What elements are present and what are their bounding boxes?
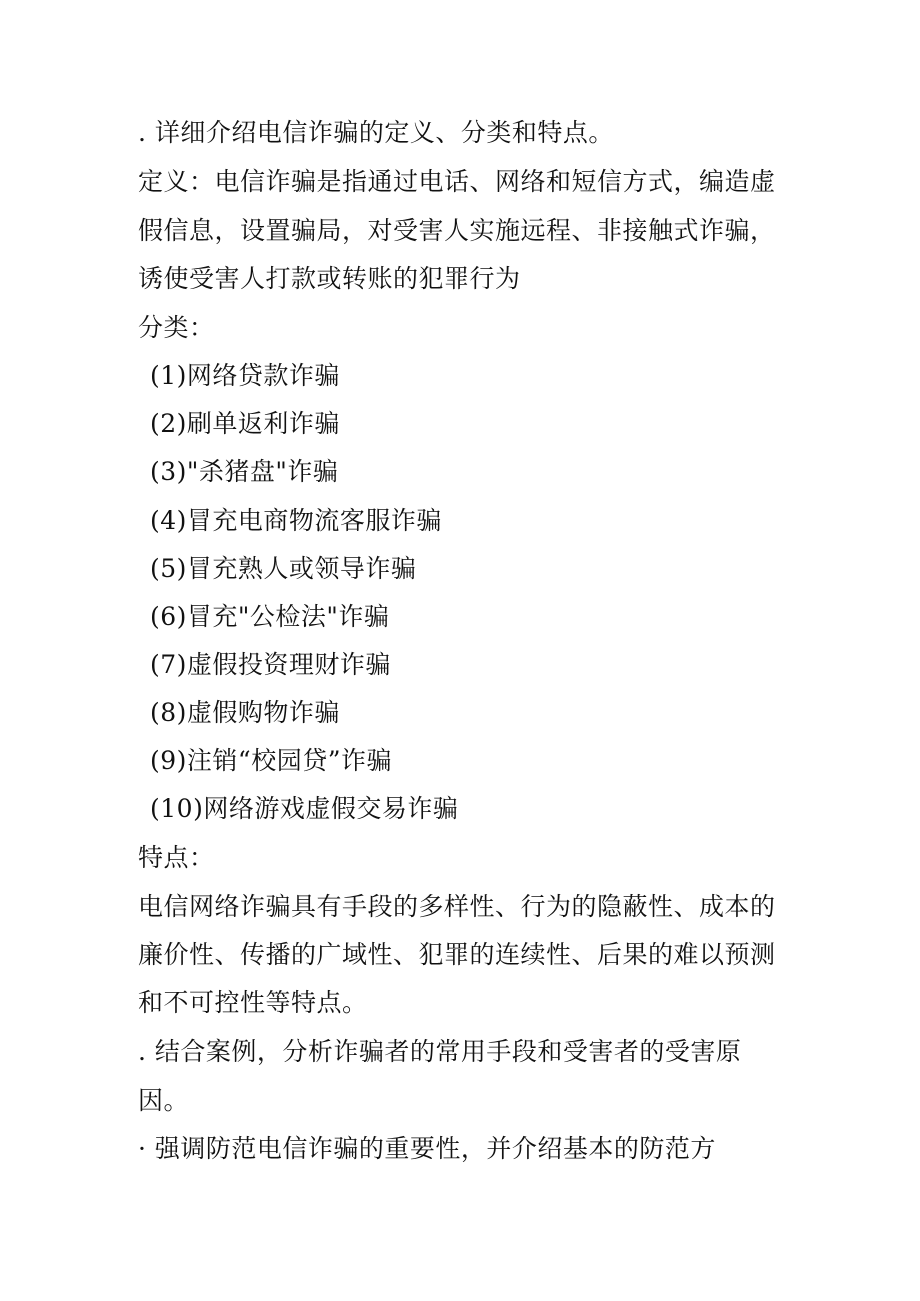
case-analysis-line-1: . 结合案例，分析诈骗者的常用手段和受害者的受害原: [138, 1037, 742, 1066]
category-item: (2)刷单返利诈骗: [150, 409, 340, 438]
definition-line-1: 定义：电信诈骗是指通过电话、网络和短信方式，编造虚: [138, 167, 776, 196]
category-item: (8)虚假购物诈骗: [150, 698, 340, 727]
prevention-line: · 强调防范电信诈骗的重要性，并介绍基本的防范方: [138, 1134, 716, 1163]
category-item: (5)冒充熟人或领导诈骗: [150, 554, 417, 583]
category-item: (6)冒充"公检法"诈骗: [150, 602, 390, 631]
features-heading: 特点：: [138, 843, 215, 872]
category-item: (3)"杀猪盘"诈骗: [150, 457, 339, 486]
category-item: (1)网络贷款诈骗: [150, 361, 340, 390]
definition-line-3: 诱使受害人打款或转账的犯罪行为: [138, 264, 521, 293]
category-item: (4)冒充电商物流客服诈骗: [150, 506, 442, 535]
case-analysis-line-2: 因。: [138, 1086, 190, 1115]
features-line-3: 和不可控性等特点。: [138, 988, 368, 1017]
section-heading-introduction: . 详细介绍电信诈骗的定义、分类和特点。: [138, 118, 614, 147]
category-item: (9)注销“校园贷”诈骗: [150, 746, 392, 775]
category-item: (7)虚假投资理财诈骗: [150, 650, 391, 679]
features-line-2: 廉价性、传播的广域性、犯罪的连续性、后果的难以预测: [138, 940, 776, 969]
features-line-1: 电信网络诈骗具有手段的多样性、行为的隐蔽性、成本的: [138, 892, 776, 921]
definition-line-2: 假信息，设置骗局，对受害人实施远程、非接触式诈骗，: [138, 216, 776, 245]
classification-heading: 分类：: [138, 313, 215, 342]
category-item: (10)网络游戏虚假交易诈骗: [150, 794, 459, 823]
